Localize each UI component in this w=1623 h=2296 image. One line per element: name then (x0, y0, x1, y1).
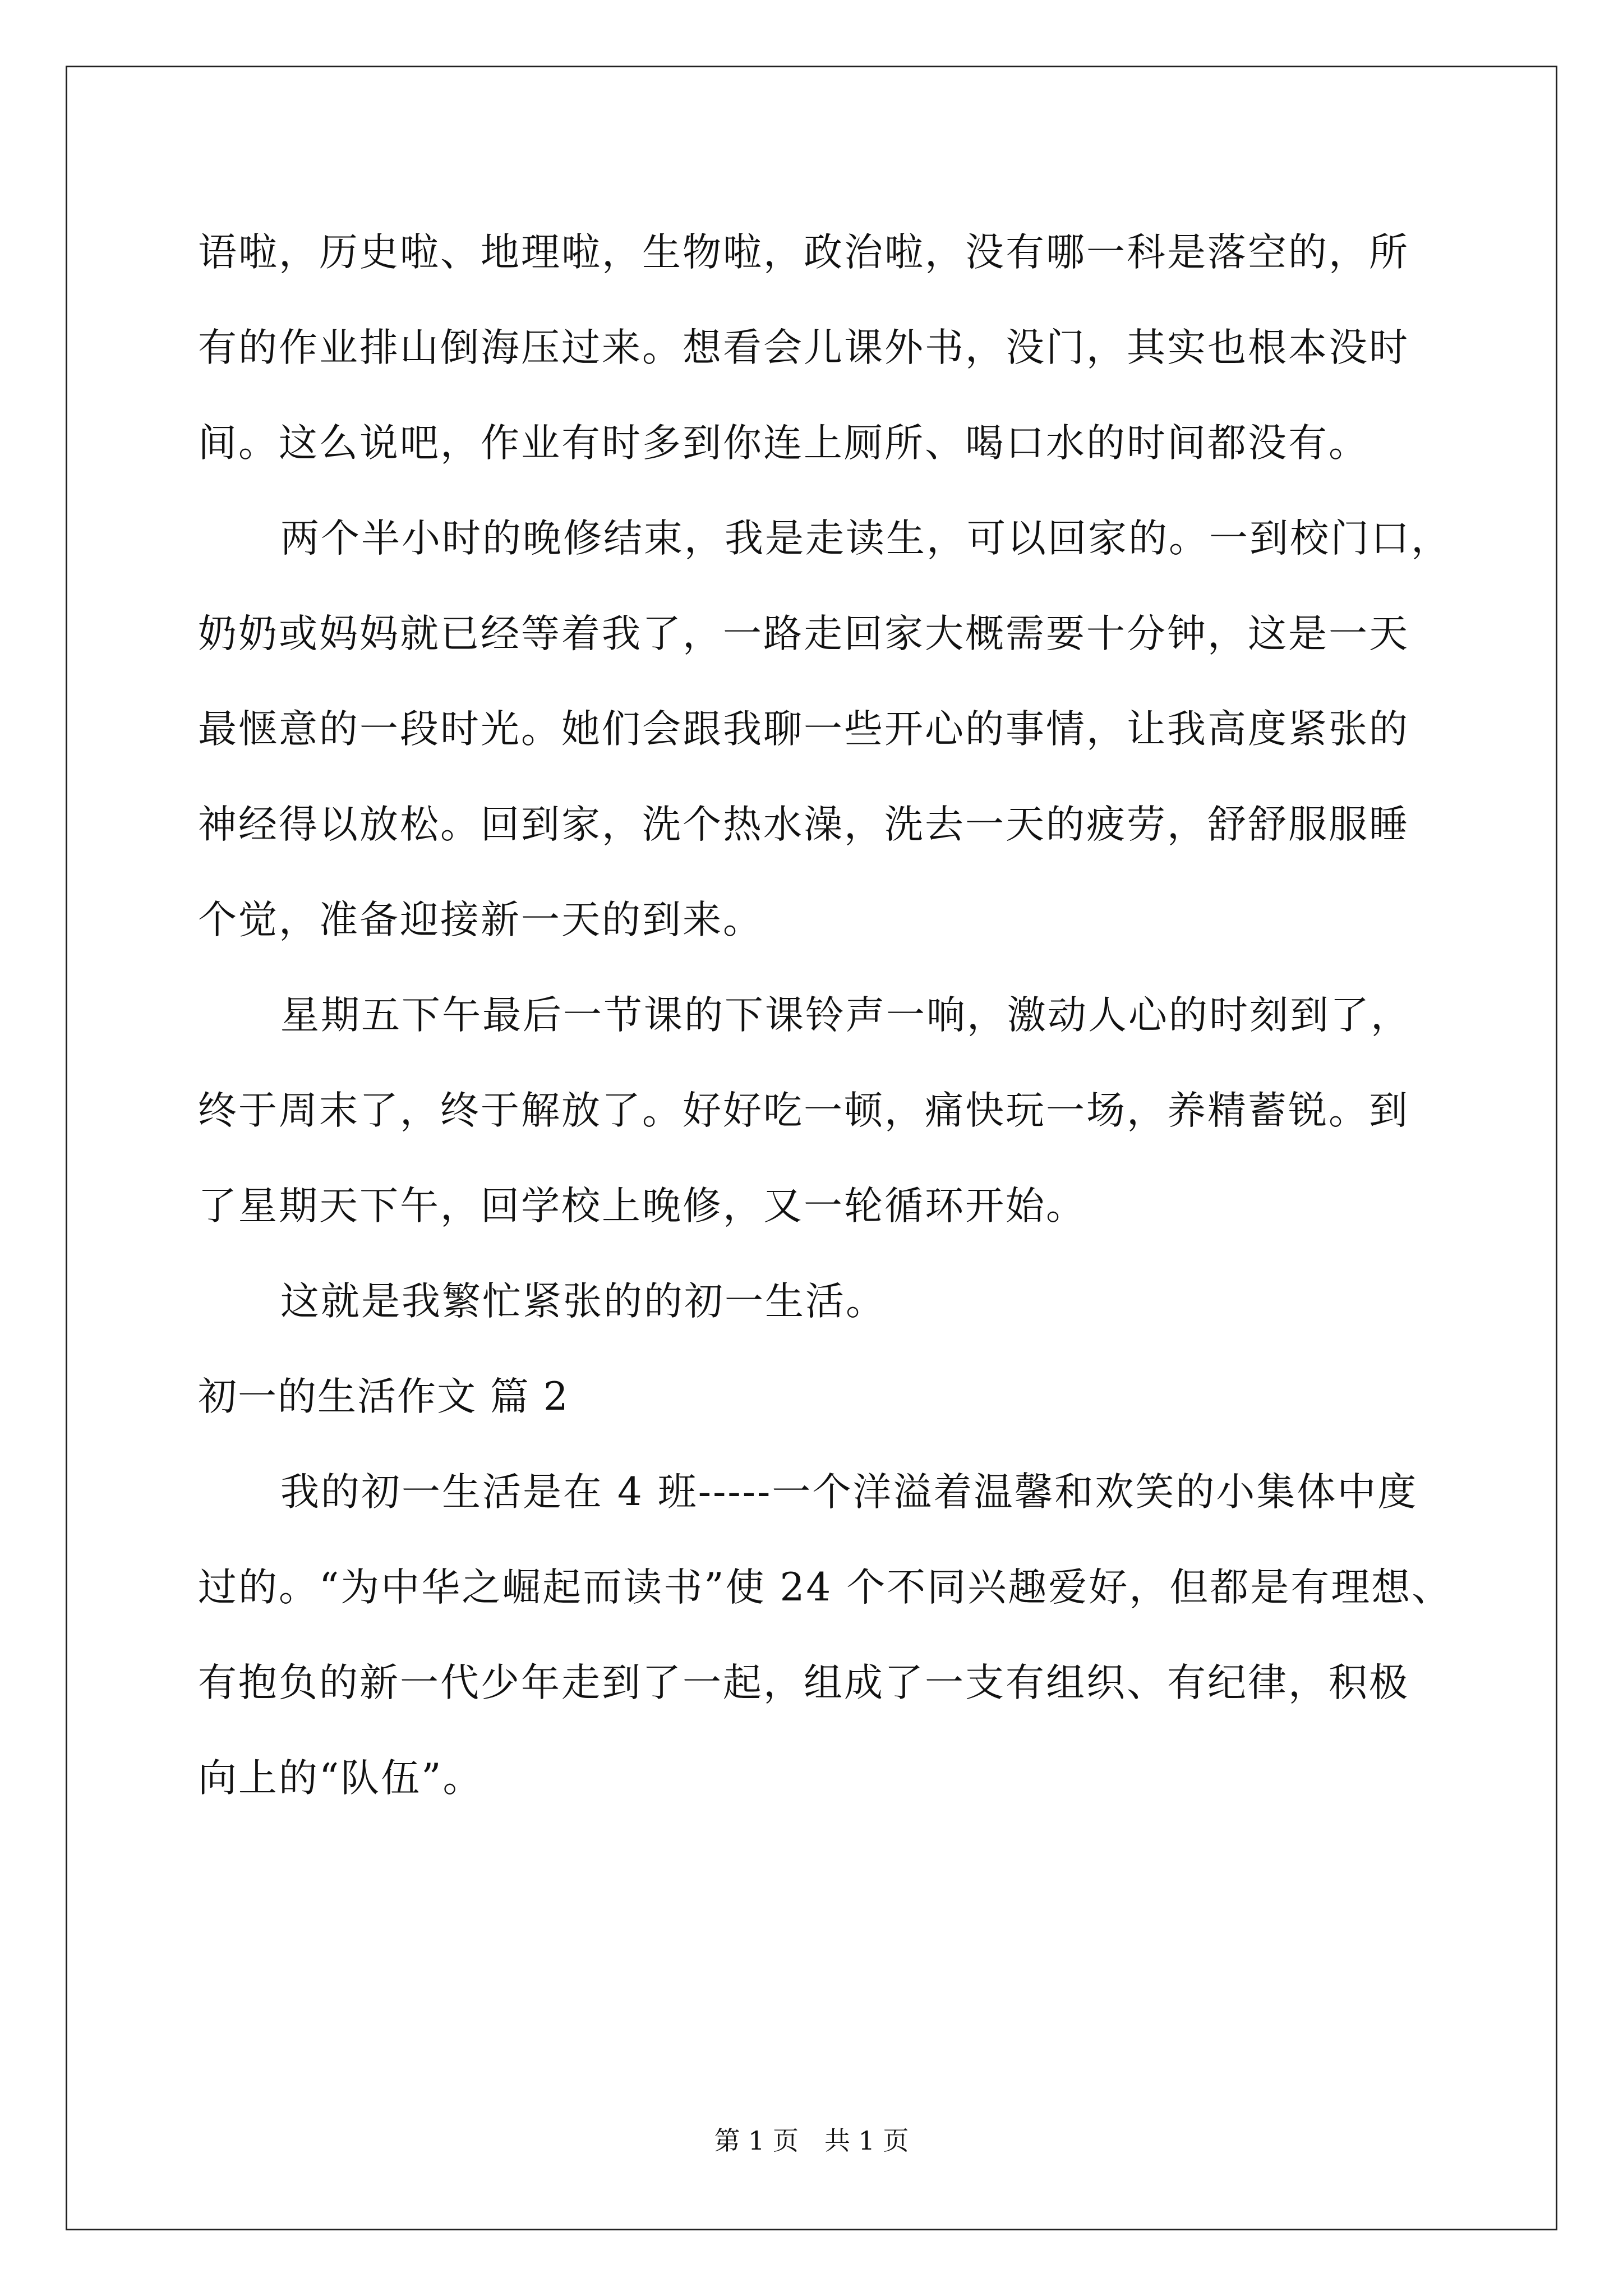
text-line: 神经得以放松。回到家，洗个热水澡，洗去一天的疲劳，舒舒服服睡 (198, 802, 1409, 847)
paragraph-start-line: 星期五下午最后一节课的下课铃声一响，激动人心的时刻到了， (280, 993, 1411, 1038)
paragraph-start-line: 两个半小时的晚修结束，我是走读生，可以回家的。一到校门口， (280, 516, 1451, 561)
text-line: 终于周末了，终于解放了。好好吃一顿，痛快玩一场，养精蓄锐。到 (198, 1088, 1409, 1133)
paragraph-start-line: 我的初一生活是在 4 班-----一个洋溢着温馨和欢笑的小集体中度 (280, 1470, 1418, 1515)
paragraph-start-line: 这就是我繁忙紧张的的初一生活。 (280, 1279, 886, 1324)
text-line: 向上的“队伍”。 (198, 1756, 483, 1801)
text-line: 有的作业排山倒海压过来。想看会儿课外书，没门，其实也根本没时 (198, 325, 1409, 370)
document-body (198, 216, 1453, 1837)
text-line: 间。这么说吧，作业有时多到你连上厕所、喝口水的时间都没有。 (198, 421, 1369, 466)
text-line: 过的。“为中华之崛起而读书”使 24 个不同兴趣爱好，但都是有理想、 (198, 1565, 1453, 1610)
text-line: 语啦，历史啦、地理啦，生物啦，政治啦，没有哪一科是落空的，所 (198, 230, 1409, 275)
text-line: 最惬意的一段时光。她们会跟我聊一些开心的事情，让我高度紧张的 (198, 707, 1409, 752)
section-heading: 初一的生活作文 篇 2 (198, 1374, 569, 1419)
text-line: 有抱负的新一代少年走到了一起，组成了一支有组织、有纪律，积极 (198, 1660, 1409, 1705)
text-line: 了星期天下午，回学校上晚修，又一轮循环开始。 (198, 1184, 1086, 1228)
text-line: 个觉，准备迎接新一天的到来。 (198, 898, 763, 942)
text-line: 奶奶或妈妈就已经等着我了，一路走回家大概需要十分钟，这是一天 (198, 611, 1409, 656)
page-footer: 第 1 页 共 1 页 (714, 2125, 909, 2156)
